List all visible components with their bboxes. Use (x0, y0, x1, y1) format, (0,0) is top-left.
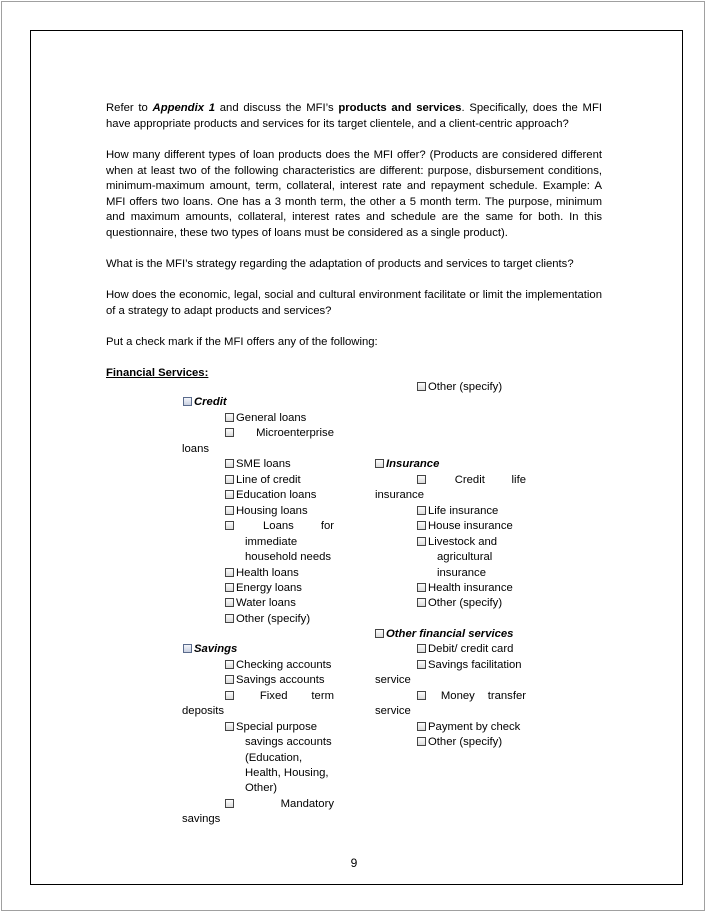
top-other-specify-option[interactable] (417, 380, 502, 396)
energy-loans-option[interactable] (225, 581, 302, 597)
livestock-insurance-cont: insurance (437, 567, 486, 579)
immediate-household-cont: household needs (245, 551, 332, 563)
option-label: House insurance (428, 520, 513, 532)
option-label: Life insurance (428, 505, 499, 517)
option-label: Special purpose (236, 721, 318, 733)
checkbox[interactable] (225, 413, 234, 422)
debit-credit-card-option[interactable] (417, 642, 513, 658)
option-label: Other (specify) (428, 736, 503, 748)
money-transfer-option[interactable] (417, 689, 526, 705)
checkbox[interactable] (225, 583, 234, 592)
text: . Specifically, does the MFI have appropriate products and services for its target clientele, and a client-centric approach? (106, 102, 603, 130)
immediate-household-loans-option[interactable] (225, 519, 334, 535)
option-label: Checking accounts (236, 659, 332, 671)
checkbox[interactable] (183, 397, 192, 406)
text: Refer to (106, 102, 153, 114)
livestock-insurance-option[interactable] (417, 535, 497, 551)
special-purpose-cont: (Education, (245, 752, 303, 764)
option-label: Water loans (236, 597, 296, 609)
checkbox[interactable] (375, 459, 384, 468)
savings-facilitation-cont: service (375, 674, 411, 686)
checkbox[interactable] (417, 737, 426, 746)
other-financial-services-category[interactable] (375, 627, 513, 643)
option-label: term (311, 690, 335, 702)
checkbox[interactable] (417, 475, 426, 484)
option-label: Savings facilitation (428, 659, 522, 671)
livestock-insurance-cont: agricultural (437, 551, 493, 563)
checkbox[interactable] (417, 537, 426, 546)
strategy-question: What is the MFI’s strategy regarding the adaptation of products and services to target clients? (106, 258, 574, 270)
option-label: Other (specify) (236, 613, 311, 625)
savings-category[interactable] (183, 642, 237, 658)
water-loans-option[interactable] (225, 596, 296, 612)
loan-products-question: How many different types of loan products does the MFI offer? (Products are considered different when at least two of the following characteristics are different: purpose, disbursement conditions, minimum-maximum amount, term, collateral, interest rate and repayment schedule. Example: A MFI offers two loans. One has a 3 month term, the other a 5 month term. The purpose, minimum and maximum amounts, collateral, interest rates and schedule are the same for both. In this questionnaire, these two types of loans must be considered as a single product). (106, 149, 602, 239)
mandatory-savings-option[interactable] (225, 797, 334, 813)
special-purpose-savings-option[interactable] (225, 720, 317, 736)
checkbox[interactable] (225, 475, 234, 484)
special-purpose-cont: Other) (245, 782, 278, 794)
financial-services-heading: Financial Services: (106, 367, 209, 379)
checkbox[interactable] (417, 506, 426, 515)
other-fin-other-specify-option[interactable] (417, 735, 502, 751)
checkbox[interactable] (225, 568, 234, 577)
checkbox[interactable] (417, 598, 426, 607)
products-services-emphasis: products and services (338, 102, 462, 114)
option-label: transfer (487, 690, 527, 702)
sme-loans-option[interactable] (225, 457, 291, 473)
credit-category[interactable] (183, 395, 227, 411)
intro-paragraph-appendix (106, 101, 602, 132)
house-insurance-option[interactable] (417, 519, 513, 535)
housing-loans-option[interactable] (225, 504, 308, 520)
option-label: Credit (454, 474, 485, 486)
checkbox[interactable] (225, 521, 234, 530)
credit-life-insurance-option[interactable] (417, 473, 526, 489)
option-label: Housing loans (236, 505, 308, 517)
checkbox[interactable] (225, 722, 234, 731)
category-label: Savings (194, 643, 238, 655)
life-insurance-option[interactable] (417, 504, 498, 520)
option-label: Line of credit (236, 474, 301, 486)
microenterprise-loans-cont: loans (182, 443, 210, 455)
option-label: Education loans (236, 489, 317, 501)
checkbox[interactable] (225, 614, 234, 623)
option-label: Payment by check (428, 721, 521, 733)
health-insurance-option[interactable] (417, 581, 513, 597)
checkbox[interactable] (417, 583, 426, 592)
special-purpose-cont: Health, Housing, (245, 767, 329, 779)
option-label: Microenterprise (256, 427, 334, 439)
insurance-other-specify-option[interactable] (417, 596, 502, 612)
checkbox[interactable] (183, 644, 192, 653)
option-label: Savings accounts (236, 674, 325, 686)
checking-accounts-option[interactable] (225, 658, 331, 674)
option-label: for (320, 520, 334, 532)
option-label: General loans (236, 412, 307, 424)
option-label: Fixed (259, 690, 288, 702)
checkbox[interactable] (417, 382, 426, 391)
fixed-term-deposits-option[interactable] (225, 689, 334, 705)
payment-by-check-option[interactable] (417, 720, 520, 736)
option-label: SME loans (236, 458, 291, 470)
option-label: Energy loans (236, 582, 302, 594)
option-label: life (511, 474, 526, 486)
option-label: Health insurance (428, 582, 513, 594)
option-label: Loans (263, 520, 294, 532)
checkbox[interactable] (225, 660, 234, 669)
category-label: Other financial services (386, 628, 514, 640)
checkbox[interactable] (375, 629, 384, 638)
money-transfer-cont: service (375, 705, 411, 717)
category-label: Insurance (386, 458, 440, 470)
checkbox[interactable] (225, 459, 234, 468)
appendix-ref: Appendix 1 (152, 102, 216, 114)
option-label: Mandatory (280, 798, 334, 810)
microenterprise-loans-option[interactable] (225, 426, 334, 442)
line-of-credit-option[interactable] (225, 473, 301, 489)
education-loans-option[interactable] (225, 488, 316, 504)
savings-accounts-option[interactable] (225, 673, 325, 689)
credit-other-specify-option[interactable] (225, 612, 310, 628)
general-loans-option[interactable] (225, 411, 306, 427)
fixed-term-deposits-cont: deposits (182, 705, 225, 717)
checkbox[interactable] (225, 675, 234, 684)
checkbox[interactable] (225, 428, 234, 437)
option-label: Health loans (236, 567, 299, 579)
option-label: Other (specify) (428, 381, 503, 393)
immediate-household-cont: immediate (245, 536, 298, 548)
checkbox[interactable] (417, 521, 426, 530)
checkbox[interactable] (417, 660, 426, 669)
option-label: Other (specify) (428, 597, 503, 609)
text: and discuss the MFI’s (215, 102, 339, 114)
checkbox[interactable] (417, 644, 426, 653)
checkbox[interactable] (225, 598, 234, 607)
checkbox[interactable] (225, 506, 234, 515)
credit-life-insurance-cont: insurance (375, 489, 424, 501)
category-label: Credit (194, 396, 227, 408)
savings-facilitation-option[interactable] (417, 658, 522, 674)
page-number: 9 (350, 856, 358, 870)
checkbox[interactable] (225, 490, 234, 499)
checkbox[interactable] (225, 691, 234, 700)
option-label: Debit/ credit card (428, 643, 514, 655)
checkbox[interactable] (225, 799, 234, 808)
check-mark-instruction: Put a check mark if the MFI offers any of the following: (106, 336, 378, 348)
insurance-category[interactable] (375, 457, 439, 473)
environment-question: How does the economic, legal, social and cultural environment facilitate or limit the implementation of a strategy to adapt products and services? (106, 289, 602, 317)
special-purpose-cont: savings accounts (245, 736, 332, 748)
option-label: Livestock and (428, 536, 498, 548)
checkbox[interactable] (417, 691, 426, 700)
mandatory-savings-cont: savings (182, 813, 221, 825)
option-label: Money (440, 690, 475, 702)
health-loans-option[interactable] (225, 566, 299, 582)
checkbox[interactable] (417, 722, 426, 731)
